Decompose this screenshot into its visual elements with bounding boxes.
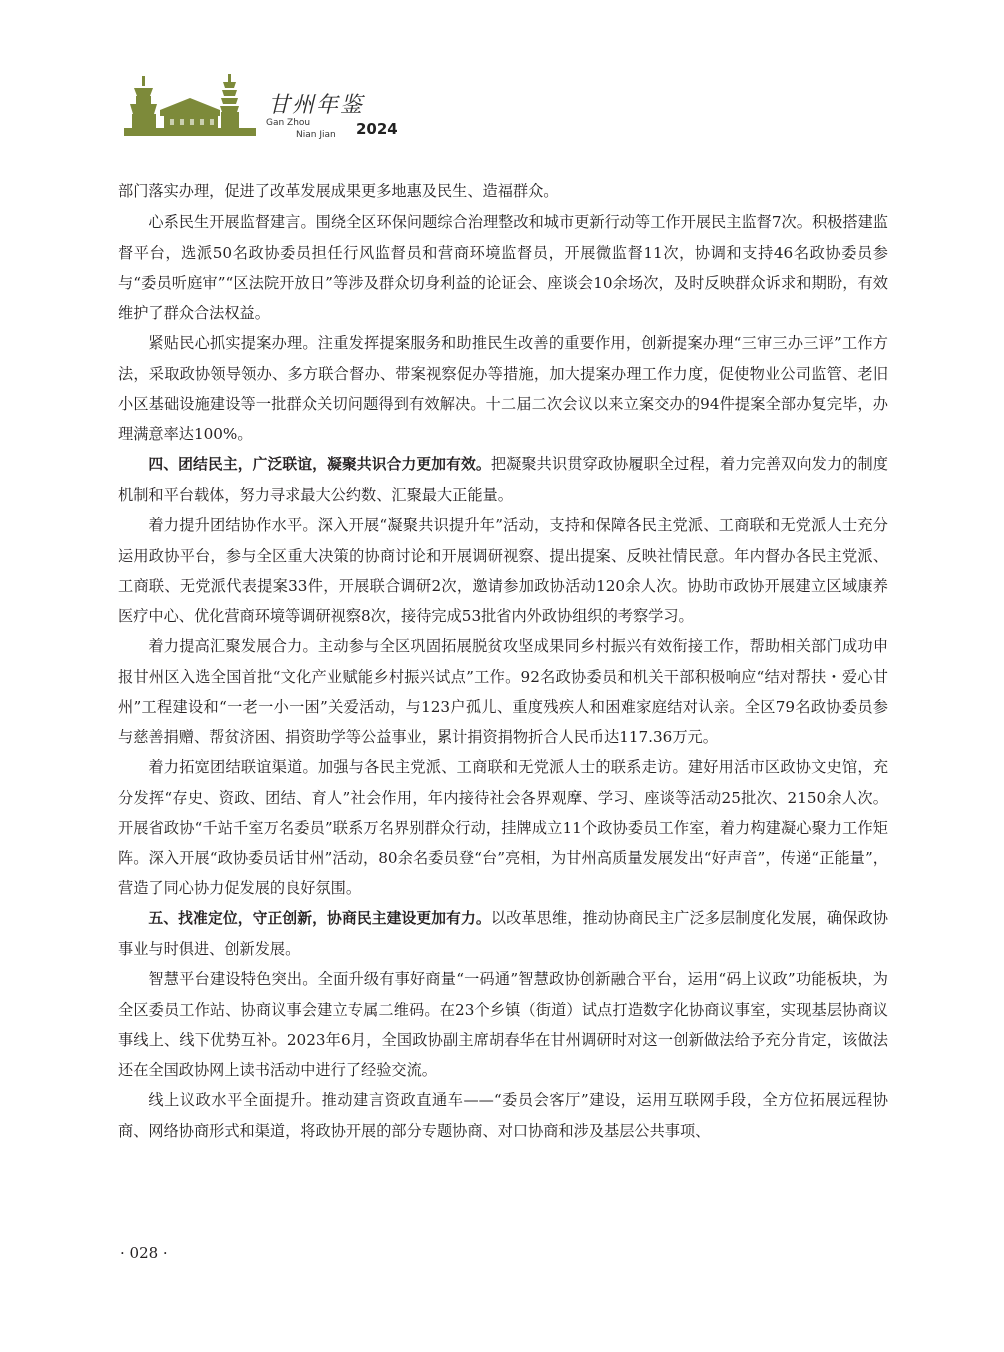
yearbook-title-cn: 甘州年鉴 — [268, 93, 365, 118]
paragraph-text: 着力拓宽团结联谊渠道。加强与各民主党派、工商联和无党派人士的联系走访。建好用活市区政协文史馆，充分发挥“存史、资政、团结、育人”社会作用，年内接待社会各界观摩、学习、座谈等活动25批次、2150余人次。开展省政协“千站千室万名委员”联系万名界别群众行动，挂牌成立11个政协委员工作室，着力构建凝心聚力工作矩阵。深入开展“政协委员话甘州”活动，80余名委员登“台”亮相，为甘州高质量发展发出“好声音”，传递“正能量”，营造了同心协力促发展的良好氛围。 — [118, 758, 888, 897]
section-heading-paragraph — [118, 449, 888, 510]
paragraph — [118, 328, 888, 449]
paragraph-text: 紧贴民心抓实提案办理。注重发挥提案服务和助推民生改善的重要作用，创新提案办理“三审三办三评”工作方法，采取政协领导领办、多方联合督办、带案视察促办等措施，加大提案办理工作力度，促使物业公司监管、老旧小区基础设施建设等一批群众关切问题得到有效解决。十二届二次会议以来立案交办的94件提案全部办复完毕，办理满意率达100%。 — [118, 334, 888, 443]
paragraph — [118, 631, 888, 752]
paragraph-text: 部门落实办理，促进了改革发展成果更多地惠及民生、造福群众。 — [118, 182, 559, 200]
paragraph — [118, 964, 888, 1085]
page-number: · 028 · — [120, 1244, 168, 1262]
paragraph-text: 着力提升团结协作水平。深入开展“凝聚共识提升年”活动，支持和保障各民主党派、工商联和无党派人士充分运用政协平台，参与全区重大决策的协商讨论和开展调研视察、提出提案、反映社情民意。年内督办各民主党派、工商联、无党派代表提案33件，开展联合调研2次，邀请参加政协活动120余人次。协助市政协开展建立区域康养医疗中心、优化营商环境等调研视察8次，接待完成53批省内外政协组织的考察学习。 — [118, 516, 888, 625]
paragraph-text: 智慧平台建设特色突出。全面升级有事好商量“一码通”智慧政协创新融合平台，运用“码上议政”功能板块，为全区委员工作站、协商议事会建立专属二维码。在23个乡镇（街道）试点打造数字化协商议事室，实现基层协商议事线上、线下优势互补。2023年6月，全国政协副主席胡春华在甘州调研时对这一创新做法给予充分肯定，该做法还在全国政协网上读书活动中进行了经验交流。 — [118, 970, 888, 1079]
yearbook-title-en-2: Nian Jian — [296, 130, 336, 140]
city-skyline-logo-icon — [120, 70, 260, 142]
paragraph — [118, 510, 888, 631]
paragraph — [118, 176, 888, 207]
paragraph-text: 心系民生开展监督建言。围绕全区环保问题综合治理整改和城市更新行动等工作开展民主监督7次。积极搭建监督平台，选派50名政协委员担任行风监督员和营商环境监督员，开展微监督11次，协调和支持46名政协委员参与“委员听庭审”“区法院开放日”等涉及群众切身利益的论证会、座谈会10余场次，及时反映群众诉求和期盼，有效维护了群众合法权益。 — [118, 213, 888, 322]
section-heading: 四、团结民主，广泛联谊，凝聚共识合力更加有效。 — [148, 456, 491, 473]
paragraph — [118, 207, 888, 328]
paragraph-text: 线上议政水平全面提升。推动建言资政直通车——“委员会客厅”建设，运用互联网手段，全方位拓展远程协商、网络协商形式和渠道，将政协开展的部分专题协商、对口协商和涉及基层公共事项、 — [118, 1091, 888, 1140]
paragraph — [118, 752, 888, 903]
article-body — [118, 176, 888, 1146]
paragraph-text: 把凝聚共识贯穿政协履职全过程，着力完善双向发力的制度机制和平台载体，努力寻求最大公约数、汇聚最大正能量。 — [118, 455, 888, 504]
yearbook-header — [120, 70, 420, 150]
paragraph-text: 以改革思维，推动协商民主广泛多层制度化发展，确保政协事业与时俱进、创新发展。 — [118, 909, 888, 958]
section-heading-paragraph — [118, 903, 888, 964]
paragraph-text: 着力提高汇聚发展合力。主动参与全区巩固拓展脱贫攻坚成果同乡村振兴有效衔接工作，帮助相关部门成功申报甘州区入选全国首批“文化产业赋能乡村振兴试点”工作。92名政协委员和机关干部积极响应“结对帮扶・爱心甘州”工程建设和“一老一小一困”关爱活动，与123户孤儿、重度残疾人和困难家庭结对认亲。全区79名政协委员参与慈善捐赠、帮贫济困、捐资助学等公益事业，累计捐资捐物折合人民币达117.36万元。 — [118, 637, 888, 746]
paragraph — [118, 1085, 888, 1146]
yearbook-year: 2024 — [356, 120, 398, 138]
yearbook-title-en-1: Gan Zhou — [266, 118, 311, 128]
section-heading: 五、找准定位，守正创新，协商民主建设更加有力。 — [148, 910, 491, 927]
